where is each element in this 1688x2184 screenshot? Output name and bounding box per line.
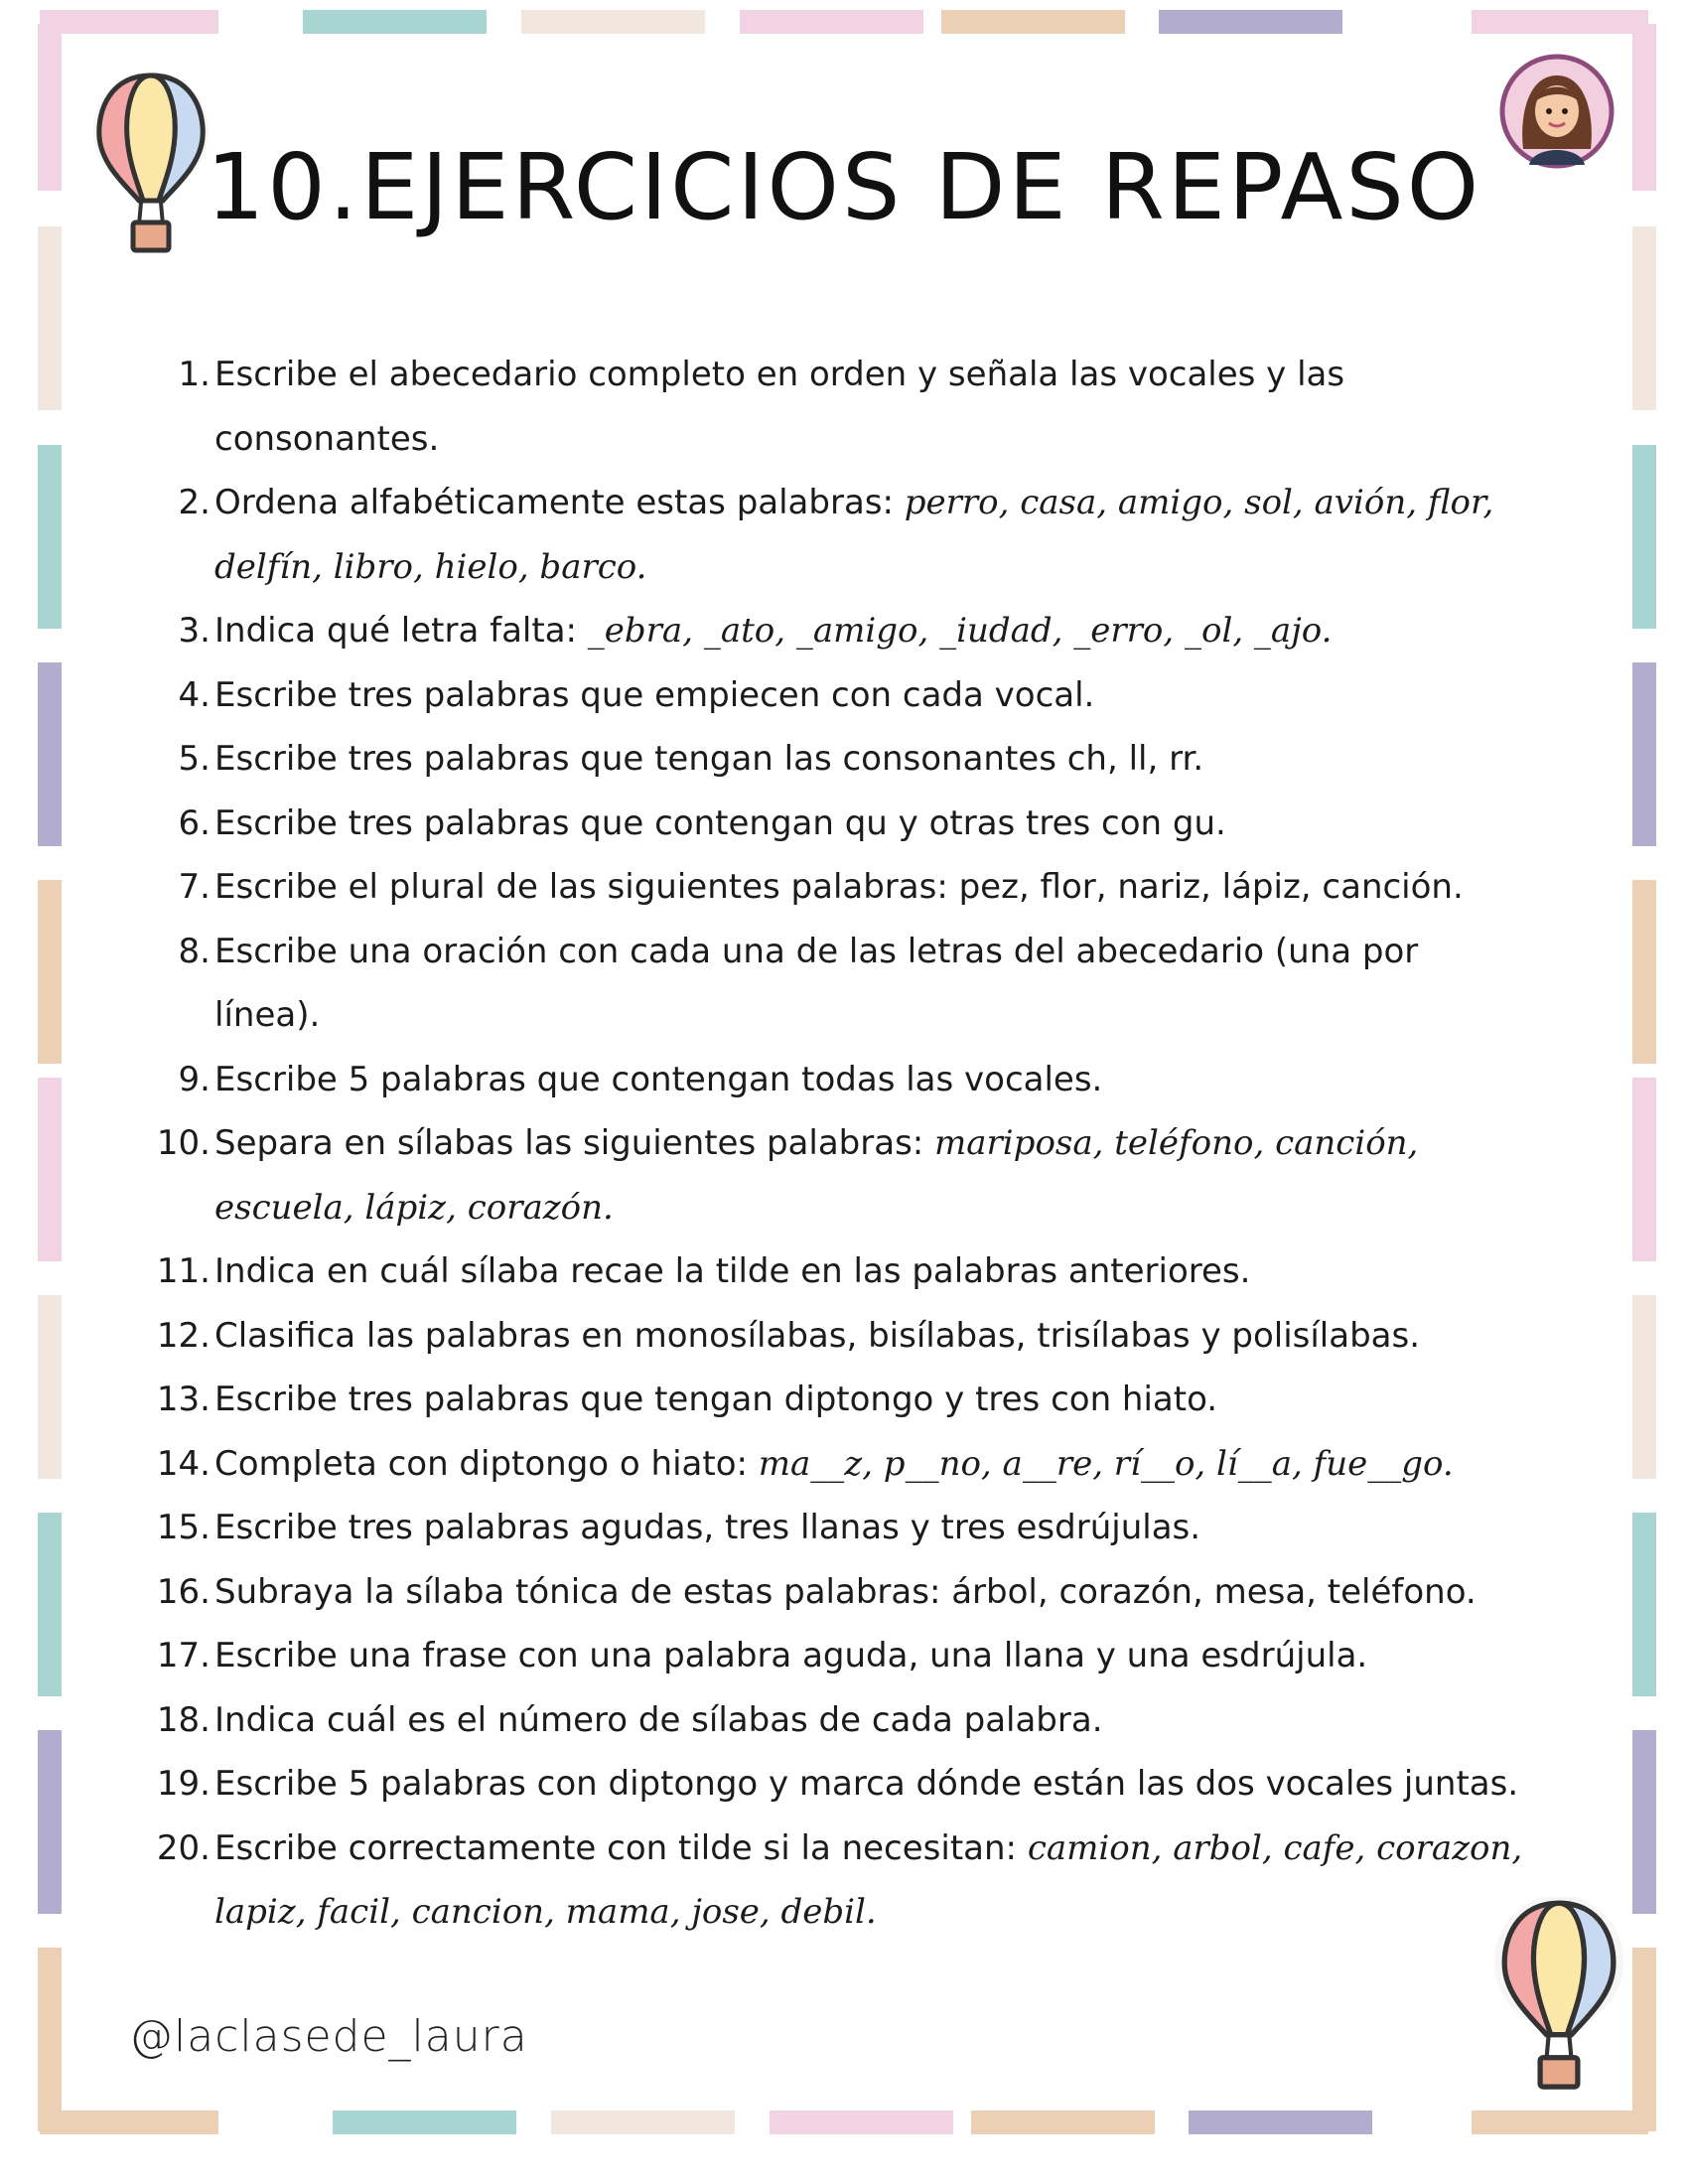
exercise-item <box>149 1752 1524 1817</box>
exercise-instruction: Escribe tres palabras que contengan qu y otras tres con gu. <box>214 802 1226 843</box>
exercise-instruction: Escribe el plural de las siguientes palabras: pez, flor, nariz, lápiz, canción. <box>214 867 1464 907</box>
exercise-text <box>214 663 1524 728</box>
exercise-number: 17. <box>156 1636 211 1675</box>
exercise-text <box>214 1111 1524 1239</box>
author-handle: @laclasede_laura <box>129 2011 528 2062</box>
exercise-item <box>149 599 1524 663</box>
exercise-text <box>214 855 1524 920</box>
exercise-text <box>214 1752 1524 1817</box>
exercise-text <box>214 920 1524 1048</box>
frame-segment <box>770 2111 953 2134</box>
exercise-item <box>149 1111 1524 1239</box>
exercise-instruction: Escribe 5 palabras con diptongo y marca dónde están las dos vocales juntas. <box>214 1764 1519 1804</box>
exercise-item <box>149 1560 1524 1625</box>
exercise-number: 14. <box>156 1443 211 1484</box>
frame-segment <box>38 1513 62 1696</box>
exercise-instruction: Escribe tres palabras que tengan las consonantes ch, ll, rr. <box>214 739 1204 779</box>
exercise-text <box>214 1560 1524 1625</box>
exercise-instruction: Indica cuál es el número de sílabas de cada palabra. <box>214 1699 1103 1740</box>
exercise-text <box>214 1688 1524 1753</box>
frame-segment <box>40 2111 218 2134</box>
hot-air-balloon-icon <box>1484 1897 1633 2106</box>
exercise-text <box>214 1432 1524 1497</box>
exercise-text <box>214 1817 1524 1945</box>
exercise-words: perro, casa, amigo, sol, avión, flor, delfín, libro, hielo, barco. <box>214 483 1494 587</box>
exercise-item <box>149 1624 1524 1688</box>
exercise-item <box>149 343 1524 471</box>
exercise-words: _ebra, _ato, _amigo, _iudad, _erro, _ol, _ajo. <box>587 611 1333 651</box>
exercise-item <box>149 920 1524 1048</box>
frame-segment <box>38 662 62 846</box>
exercise-text <box>214 1048 1524 1112</box>
exercise-number: 11. <box>156 1251 211 1291</box>
exercise-number: 13. <box>156 1380 211 1419</box>
frame-segment <box>38 880 62 1064</box>
exercise-number: 18. <box>156 1699 211 1740</box>
frame-segment <box>38 1078 62 1261</box>
exercise-item <box>149 1304 1524 1369</box>
exercise-text <box>214 471 1524 599</box>
frame-segment <box>521 10 705 34</box>
exercise-instruction: Escribe correctamente con tilde si la necesitan: <box>214 1827 1028 1868</box>
exercise-text <box>214 1304 1524 1369</box>
exercise-instruction: Indica en cuál sílaba recae la tilde en las palabras anteriores. <box>214 1251 1251 1291</box>
frame-segment <box>740 10 923 34</box>
frame-segment <box>1632 1948 1656 2131</box>
exercise-number: 1. <box>178 355 211 394</box>
exercise-item <box>149 663 1524 728</box>
exercise-instruction: Ordena alfabéticamente estas palabras: <box>214 483 905 522</box>
exercise-text <box>214 599 1524 663</box>
exercise-item <box>149 855 1524 920</box>
exercise-item <box>149 1239 1524 1304</box>
frame-segment <box>40 10 218 34</box>
exercise-item <box>149 1496 1524 1560</box>
page-title: 10.EJERCICIOS DE REPASO <box>206 134 1482 240</box>
frame-segment <box>1472 10 1648 34</box>
exercise-instruction: Escribe el abecedario completo en orden y señala las vocales y las consonantes. <box>214 355 1345 459</box>
exercise-instruction: Escribe 5 palabras que contengan todas las vocales. <box>214 1059 1103 1099</box>
exercise-text <box>214 1624 1524 1688</box>
frame-segment <box>1632 880 1656 1064</box>
frame-segment <box>1632 1295 1656 1479</box>
frame-segment <box>38 1730 62 1914</box>
frame-segment <box>1632 445 1656 629</box>
frame-segment <box>38 1295 62 1479</box>
exercise-item <box>149 471 1524 599</box>
frame-segment <box>1189 2111 1372 2134</box>
frame-segment <box>1472 2111 1648 2134</box>
exercise-item <box>149 1048 1524 1112</box>
exercise-words: camion, arbol, cafe, corazon, lapiz, facil, cancion, mama, jose, debil. <box>214 1827 1523 1932</box>
exercise-words: mariposa, teléfono, canción, escuela, lápiz, corazón. <box>214 1123 1419 1228</box>
frame-segment <box>38 445 62 629</box>
frame-segment <box>1632 1078 1656 1261</box>
exercise-number: 9. <box>178 1059 211 1099</box>
exercise-list <box>149 343 1524 1945</box>
frame-segment <box>971 2111 1155 2134</box>
frame-segment <box>1159 10 1342 34</box>
frame-segment <box>1632 1730 1656 1914</box>
exercise-text <box>214 343 1524 471</box>
exercise-instruction: Completa con diptongo o hiato: <box>214 1443 759 1484</box>
frame-segment <box>1632 1513 1656 1696</box>
exercise-instruction: Indica qué letra falta: <box>214 611 588 651</box>
frame-segment <box>303 10 487 34</box>
exercise-item <box>149 727 1524 792</box>
exercise-words: ma__z, p__no, a__re, rí__o, lí__a, fue__go. <box>758 1443 1454 1484</box>
exercise-instruction: Clasifica las palabras en monosílabas, bisílabas, trisílabas y polisílabas. <box>214 1315 1421 1356</box>
frame-segment <box>38 226 62 410</box>
frame-segment <box>551 2111 735 2134</box>
frame-segment <box>1632 662 1656 846</box>
exercise-instruction: Escribe tres palabras agudas, tres llanas y tres esdrújulas. <box>214 1508 1201 1547</box>
exercise-instruction: Subraya la sílaba tónica de estas palabras: árbol, corazón, mesa, teléfono. <box>214 1571 1477 1612</box>
frame-segment <box>333 2111 516 2134</box>
exercise-instruction: Escribe tres palabras que empiecen con cada vocal. <box>214 674 1095 715</box>
exercise-number: 8. <box>178 931 211 971</box>
exercise-instruction: Escribe una frase con una palabra aguda, una llana y una esdrújula. <box>214 1636 1368 1675</box>
exercise-number: 5. <box>178 739 211 779</box>
exercise-number: 20. <box>156 1827 211 1868</box>
exercise-number: 4. <box>178 674 211 715</box>
exercise-item <box>149 792 1524 856</box>
exercise-number: 19. <box>156 1764 211 1804</box>
exercise-number: 3. <box>178 611 211 651</box>
exercise-number: 6. <box>178 802 211 843</box>
exercise-instruction: Separa en sílabas las siguientes palabras: <box>214 1123 935 1163</box>
exercise-number: 16. <box>156 1571 211 1612</box>
exercise-text <box>214 1496 1524 1560</box>
exercise-item <box>149 1688 1524 1753</box>
exercise-instruction: Escribe una oración con cada una de las letras del abecedario (una por línea). <box>214 931 1419 1035</box>
exercise-number: 12. <box>156 1315 211 1356</box>
exercise-item <box>149 1432 1524 1497</box>
exercise-text <box>214 1368 1524 1432</box>
frame-segment <box>1632 226 1656 410</box>
exercise-number: 15. <box>156 1508 211 1547</box>
exercise-item <box>149 1368 1524 1432</box>
exercise-text <box>214 727 1524 792</box>
exercise-number: 10. <box>156 1123 211 1163</box>
exercise-text <box>214 1239 1524 1304</box>
exercise-number: 7. <box>178 867 211 907</box>
frame-segment <box>941 10 1125 34</box>
frame-segment <box>38 1948 62 2131</box>
exercise-number: 2. <box>178 483 211 522</box>
exercise-item <box>149 1817 1524 1945</box>
exercise-instruction: Escribe tres palabras que tengan diptongo y tres con hiato. <box>214 1380 1218 1419</box>
exercise-text <box>214 792 1524 856</box>
